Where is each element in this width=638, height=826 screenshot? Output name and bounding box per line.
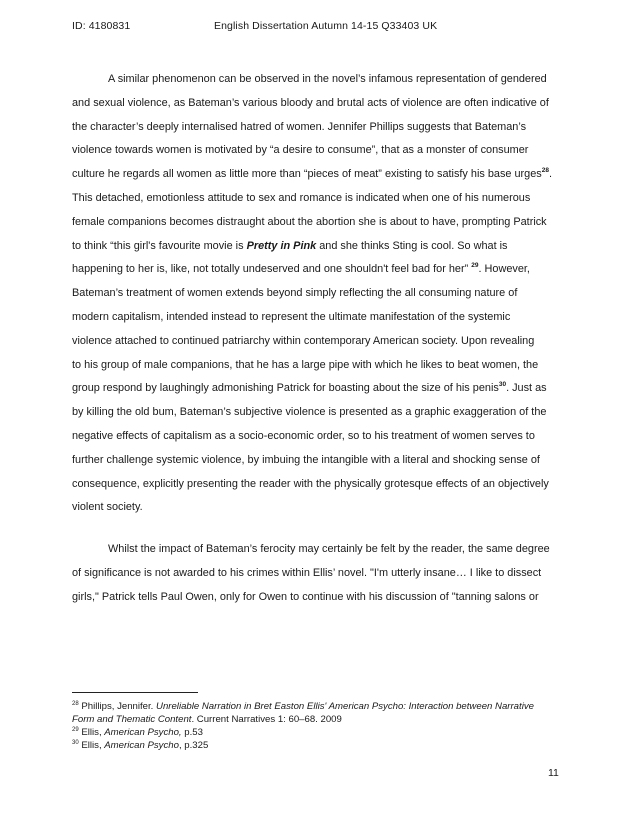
text-line: violence towards women is motivated by “a desire to consume”, that as a monster of consumer [72, 144, 529, 157]
text-line: the character’s deeply internalised hatred of women. Jennifer Phillips suggests that Bateman’s [72, 120, 527, 133]
footnote-ref-30: 30 [498, 381, 507, 389]
paragraph-1 [72, 68, 570, 520]
paragraph-2 [72, 538, 570, 609]
text-line: happening to her is, like, not totally undeserved and one shouldn't feel bad for her” $^{29}$. However, [72, 262, 530, 276]
student-id: ID: 4180831 [72, 20, 131, 32]
footnote-separator [72, 692, 198, 693]
text-line: modern capitalism, intended instead to represent the ultimate manifestation of the systemic [72, 310, 511, 323]
footnote-29: $^{29}$ Ellis, American Psycho, p.53 [72, 727, 203, 738]
footnote-28: $^{28}$ Phillips, Jennifer. Unreliable Narration in Bret Easton Ellis' American Psycho: Interaction between Narrative [72, 701, 534, 712]
text-line: girls," Patrick tells Paul Owen, only for Owen to continue with his discussion of "tanning salons or [72, 590, 539, 603]
text-line: Whilst the impact of Bateman’s ferocity may certainly be felt by the reader, the same degree [108, 543, 550, 556]
text-line: A similar phenomenon can be observed in the novel’s infamous representation of gendered [108, 73, 547, 85]
footnote-28-continued: Form and Thematic Content. Current Narratives 1: 60–68. 2009 [72, 714, 342, 725]
text-line: Bateman’s treatment of women extends beyond simply reflecting the all consuming nature of [72, 287, 518, 300]
text-line: culture he regards all women as little more than “pieces of meat” existing to satisfy his base urges$^{28}$. [72, 167, 552, 181]
text-line: by killing the old bum, Bateman’s subjective violence is presented as a graphic exaggeration of the [72, 406, 547, 419]
text-line: of significance is not awarded to his crimes within Ellis’ novel. "I'm utterly insane… I like to dissect [72, 566, 542, 579]
text-line: This detached, emotionless attitude to sex and romance is indicated when one of his numerous [72, 191, 531, 204]
text-line: violence attached to continued patriarchy within contemporary American society. Upon revealing [72, 334, 535, 347]
text-line: negative effects of capitalism as a socio-economic order, so to his treatment of women serves to [72, 429, 535, 442]
header-title: English Dissertation Autumn 14-15 Q33403 UK [214, 20, 438, 32]
text-line: consequence, explicitly presenting the reader with the physically grotesque effects of an objectively [72, 477, 549, 490]
footnote-30: $^{30}$ Ellis, American Psycho, p.325 [72, 740, 209, 751]
text-line: violent society. [72, 501, 143, 514]
text-line: and sexual violence, as Bateman’s various bloody and brutal acts of violence are often indicative of [72, 96, 549, 109]
footnote-ref-29: 29 [471, 262, 479, 270]
body-text [72, 68, 570, 610]
film-title: Pretty in Pink [246, 239, 317, 252]
page-header [72, 20, 578, 36]
text-line: to his group of male companions, that he has a large pipe with which he likes to beat women, the [72, 358, 539, 371]
page-number: 11 [548, 767, 559, 779]
footnotes [72, 700, 582, 752]
text-line: further challenge systemic violence, by imbuing the intangible with a literal and shocking sense of [72, 453, 540, 466]
text-line: group respond by laughingly admonishing Patrick for boasting about the size of his penis$^{30}$. Just as [72, 381, 547, 395]
footnote-ref-28: 28 [541, 167, 549, 175]
text-line: to think “this girl's favourite movie is Pretty in Pink and she thinks Sting is cool. So what is [72, 239, 508, 252]
text-line: female companions becomes distraught about the abortion she is about to have, prompting Patrick [72, 215, 547, 228]
